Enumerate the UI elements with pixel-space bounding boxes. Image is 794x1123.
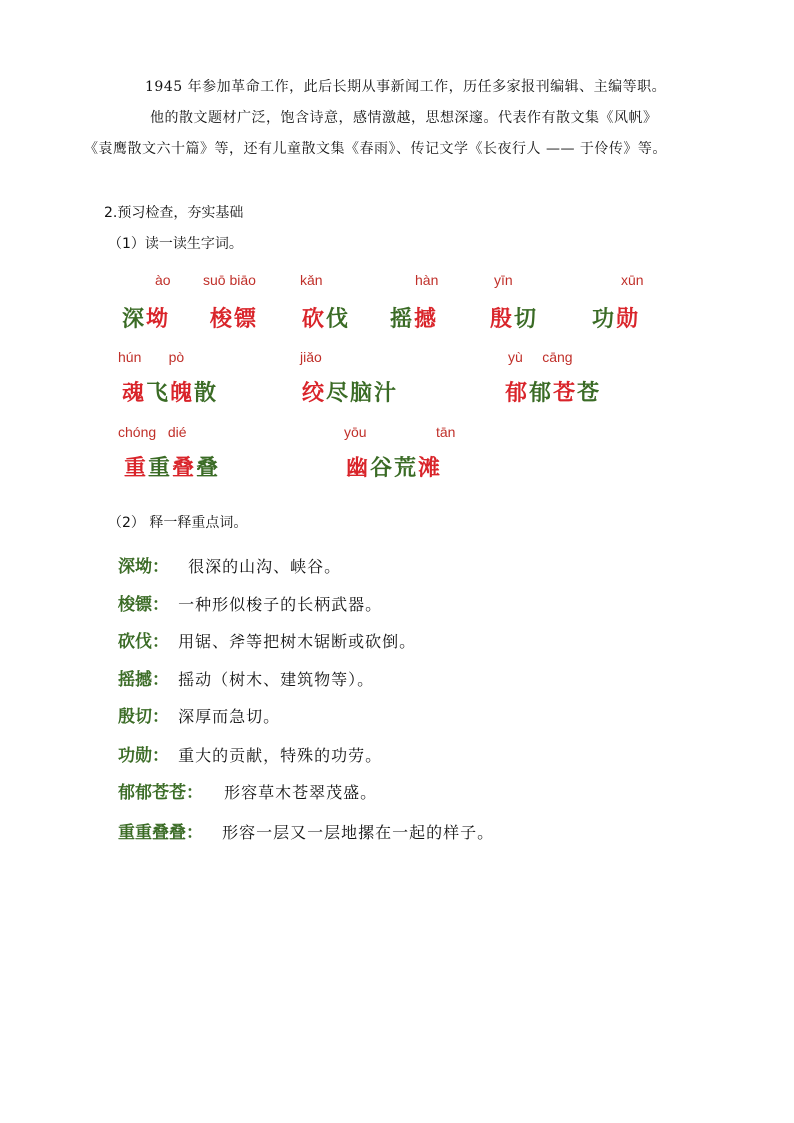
pinyin-xun: xūn [621, 272, 644, 288]
char-highlight: 绞 [302, 380, 327, 406]
pinyin-jiao: jiǎo [300, 349, 322, 365]
char-highlight: 魄 [170, 380, 195, 406]
definition-term: 郁郁苍苍： [118, 783, 203, 803]
definition-text: 用锯、斧等把树木锯断或砍倒。 [178, 632, 417, 651]
char: 摇 [390, 306, 415, 332]
char: 功 [592, 306, 617, 332]
definition-text: 深厚而急切。 [178, 707, 281, 726]
word-shen-ao [122, 302, 170, 333]
intro-line-1: 1945 年参加革命工作，此后长期从事新闻工作，历任多家报刊编辑、主编等职。 [145, 79, 667, 95]
char: 重 [148, 455, 173, 481]
word-chong-chong-die-die [124, 451, 220, 482]
intro-line-3: 《袁鹰散文六十篇》等，还有儿童散文集《春雨》、传记文学《长夜行人 —— 于伶传》等。 [84, 141, 667, 157]
pinyin-hun-po: hún pò [118, 349, 185, 365]
char: 切 [514, 306, 539, 332]
char-highlight: 撼 [414, 306, 439, 332]
definition-term: 重重叠叠： [118, 823, 203, 843]
word-yao-han [390, 302, 438, 333]
word-yin-qie [490, 302, 538, 333]
char: 谷荒 [370, 455, 419, 481]
word-yu-yu-cang-cang [505, 376, 601, 407]
char-highlight: 魂 [122, 380, 147, 406]
definition-term: 殷切： [118, 707, 169, 727]
pinyin-suo-biao: suō biāo [203, 272, 256, 288]
word-suo-biao [210, 302, 258, 333]
char-highlight: 重 [124, 455, 149, 481]
definition-item [118, 702, 280, 727]
definition-term: 深坳： [118, 557, 169, 577]
definition-text: 摇动（树木、建筑物等）。 [178, 670, 375, 689]
pinyin-you: yōu [344, 424, 367, 440]
pinyin-ao: ào [155, 272, 171, 288]
char: 飞 [146, 380, 171, 406]
char: 苍 [577, 380, 602, 406]
definition-item [118, 627, 416, 652]
definition-term: 功勋： [118, 746, 169, 766]
char: 郁 [529, 380, 554, 406]
char-highlight: 砍 [302, 306, 327, 332]
pinyin-kan: kǎn [300, 272, 323, 288]
section-heading: 2.预习检查，夯实基础 [104, 205, 244, 221]
char-highlight: 郁 [505, 380, 530, 406]
word-you-gu-huang-tan [346, 451, 442, 482]
word-gong-xun [592, 302, 640, 333]
char-highlight: 苍 [553, 380, 578, 406]
definition-term: 摇撼： [118, 670, 169, 690]
subsection-explain-heading: （2） 释一释重点词。 [108, 515, 248, 531]
char-highlight: 滩 [418, 455, 443, 481]
word-hun-fei-po-san [122, 376, 218, 407]
definition-text: 重大的贡献，特殊的功劳。 [178, 746, 383, 765]
word-kan-fa [302, 302, 350, 333]
char-highlight: 梭 [210, 306, 235, 332]
definition-text: 形容草木苍翠茂盛。 [224, 783, 378, 802]
char-highlight: 殷 [490, 306, 515, 332]
definition-item [118, 552, 341, 577]
definition-text: 很深的山沟、峡谷。 [188, 557, 342, 576]
definition-item [118, 741, 382, 766]
pinyin-yu-cang: yù cāng [508, 349, 573, 365]
pinyin-chong-die: chóng dié [118, 424, 187, 440]
definition-term: 砍伐： [118, 632, 169, 652]
definition-term: 梭镖： [118, 595, 169, 615]
char: 散 [194, 380, 219, 406]
pinyin-han: hàn [415, 272, 439, 288]
subsection-read-heading: （1）读一读生字词。 [108, 236, 243, 252]
char: 叠 [196, 455, 221, 481]
definition-item [118, 590, 382, 615]
char: 尽脑汁 [326, 380, 399, 406]
char-highlight: 幽 [346, 455, 371, 481]
definition-item [118, 778, 377, 803]
char: 深 [122, 306, 147, 332]
definition-text: 形容一层又一层地摞在一起的样子。 [222, 823, 495, 842]
char: 伐 [326, 306, 351, 332]
pinyin-yin: yīn [494, 272, 513, 288]
definition-item [118, 665, 374, 690]
char-highlight: 坳 [146, 306, 171, 332]
char-highlight: 勋 [616, 306, 641, 332]
intro-line-2: 他的散文题材广泛，饱含诗意，感情激越，思想深邃。代表作有散文集《风帆》 [150, 110, 658, 126]
definition-text: 一种形似梭子的长柄武器。 [178, 595, 383, 614]
char-highlight: 叠 [172, 455, 197, 481]
pinyin-tan: tān [436, 424, 456, 440]
char-highlight: 镖 [234, 306, 259, 332]
definition-item [118, 818, 494, 843]
word-jiao-jin-nao-zhi [302, 376, 398, 407]
